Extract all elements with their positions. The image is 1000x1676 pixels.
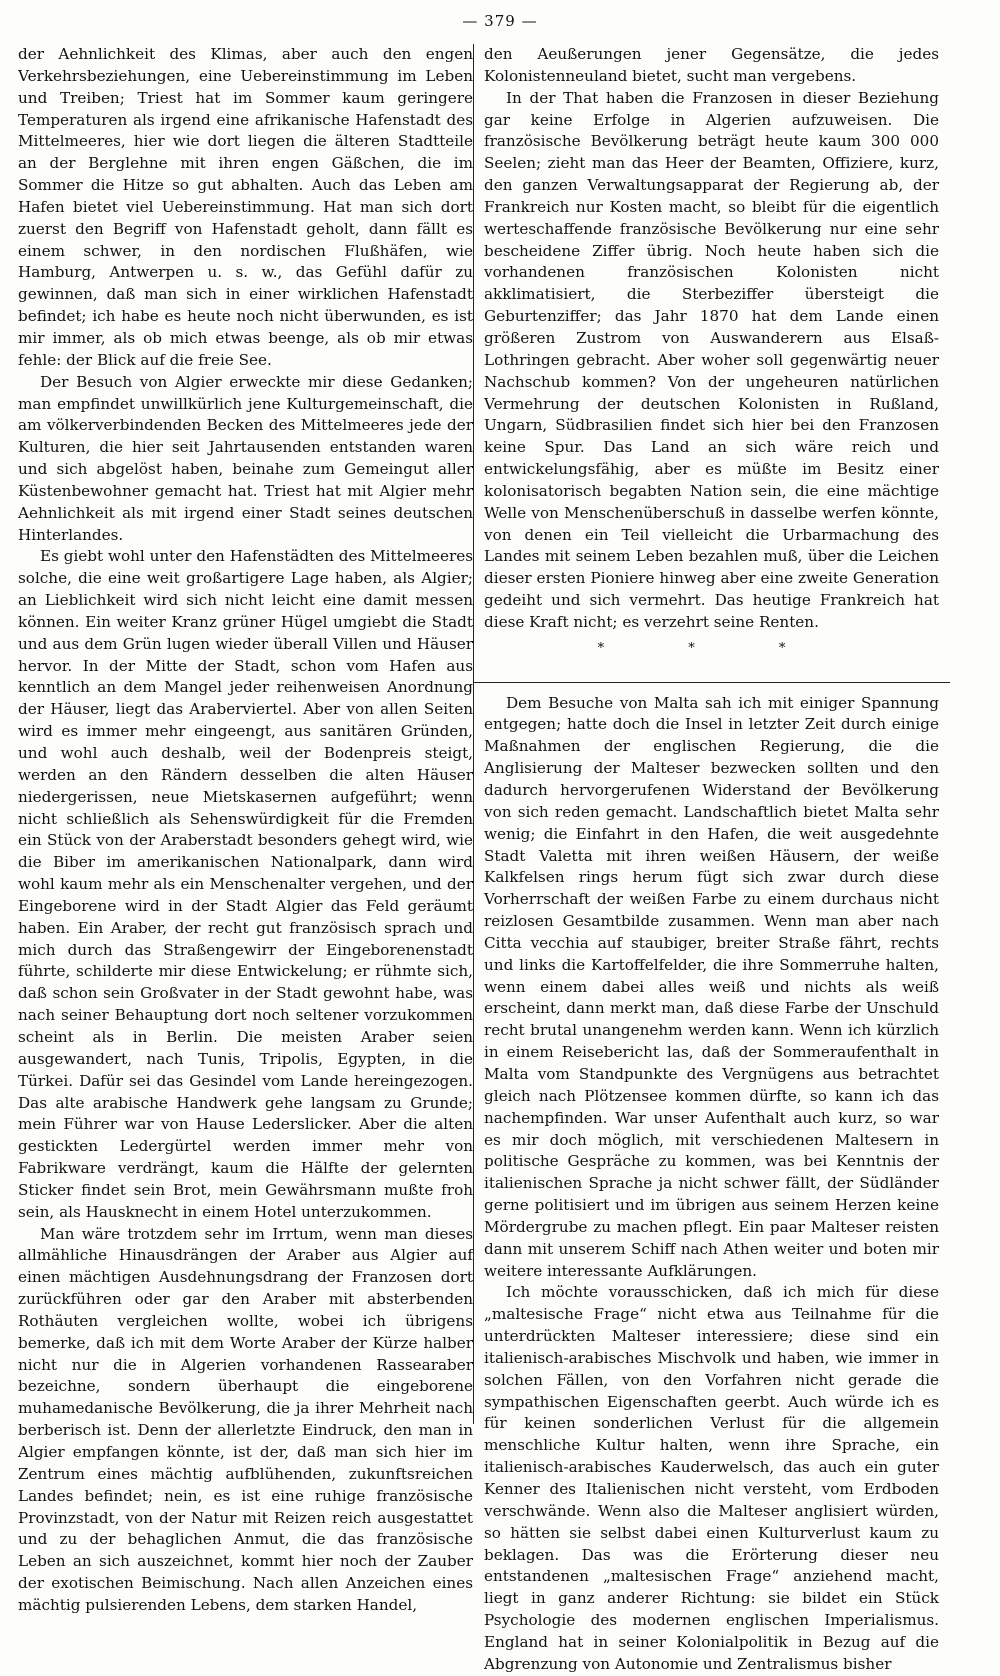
column-divider (473, 44, 474, 1424)
paragraph: Es giebt wohl unter den Hafenstädten des Mittelmeeres solche, die eine weit großartigere Lage haben, als Algier; an Lieblichkeit wird sich nicht leicht eine damit messen können. Ein weiter Kranz grüner Hügel umgiebt die Stadt und aus dem Grün lugen wieder überall Villen und Häuser hervor. In der Mitte der Stadt, schon vom Hafen aus kenntlich an dem Mangel jeder reihenweisen Anordnung der Häuser, liegt das Araberviertel. Aber von allen Seiten wird es immer mehr eingeengt, aus sanitären Gründen, und wohl auch deshalb, weil der Bodenpreis steigt, werden an den Rändern desselben die alten Häuser niedergerissen, neue Mietskasernen aufgeführt; wenn nicht schließlich als Sehenswürdigkeit für die Fremden ein Stück von der Araberstadt besonders gehegt wird, wie die Biber im amerikanischen Nationalpark, dann wird wohl kaum mehr als ein Menschenalter vergehen, und der Eingeborene wird in der Stadt Algier das Feld geräumt haben. Ein Araber, der recht gut französisch sprach und mich durch das Straßengewirr der Eingeborenenstadt führte, schilderte mir diese Entwickelung; er rühmte sich, daß schon sein Großvater in der Stadt gewohnt habe, was nach seiner Behauptung dort noch seltener vorzukommen scheint als in Berlin. Die meisten Araber seien ausgewandert, nach Tunis, Tripolis, Egypten, in die Türkei. Dafür sei das Gesindel vom Lande hereingezogen. Das alte arabische Handwerk gehe langsam zu Grunde; mein Führer war von Hause Lederslicker. Aber die alten gestickten Ledergürtel werden immer mehr von Fabrikware verdrängt, kaum die Hälfte der gelernten Sticker findet sein Brot, mein Gewährsmann mußte froh sein, als Hausknecht in einem Hotel unterzukommen. (18, 547, 473, 1221)
right-column (484, 44, 939, 1676)
paragraph: Der Besuch von Algier erweckte mir diese Gedanken; man empfindet unwillkürlich jene Kulturgemeinschaft, die am völkerverbindenden Becken des Mittelmeeres jede der Kulturen, die hier seit Jahrtausenden entstanden waren und sich abgelöst haben, beinahe zum Gemeingut aller Küstenbewohner gemacht hat. Triest hat mit Algier mehr Aehnlichkeit als mit irgend einer Stadt seines deutschen Hinterlandes. (18, 372, 473, 544)
paragraph: der Aehnlichkeit des Klimas, aber auch den engen Verkehrsbeziehungen, eine Uebereinstimmung im Leben und Treiben; Triest hat im Sommer kaum geringere Temperaturen als irgend eine afrikanische Hafenstadt des Mittelmeeres, hier wie dort liegen die älteren Stadtteile an der Berglehne mit ihren engen Gäßchen, die im Sommer die Hitze so gut abhalten. Auch das Leben am Hafen bietet viel Uebereinstimmung. Hat man sich dort zuerst den Begriff von Hafenstadt geholt, dann fällt es einem schwer, in den nordischen Flußhäfen, wie Hamburg, Antwerpen u. s. w., das Gefühl dafür zu gewinnen, daß man sich in einer wirklichen Hafenstadt befindet; ich habe es heute noch nicht überwunden, es ist mir immer, als ob mich etwas beenge, als ob mir etwas fehle: der Blick auf die freie See. (18, 45, 473, 369)
page-number: — 379 — (462, 12, 538, 30)
paragraph: In der That haben die Franzosen in dieser Beziehung gar keine Erfolge in Algerien aufzuweisen. Die französische Bevölkerung beträgt heute kaum 300 000 Seelen; zieht man das Heer der Beamten, Offiziere, kurz, den ganzen Verwaltungsapparat der Regierung ab, der Frankreich nur Kosten macht, so bleibt für die eigentlich werteschaffende französische Bevölkerung nur eine sehr bescheidene Ziffer übrig. Noch heute haben sich die vorhandenen französischen Kolonisten nicht akklimatisiert, die Sterbeziffer übersteigt die Geburtenziffer; das Jahr 1870 hat dem Lande einen größeren Zustrom von Auswanderern aus Elsaß-Lothringen gebracht. Aber woher soll gegenwärtig neuer Nachschub kommen? Von der ungeheuren natürlichen Vermehrung der deutschen Kolonisten in Rußland, Ungarn, Südbrasilien findet sich hier bei den Franzosen keine Spur. Das Land an sich wäre reich und entwickelungsfähig, aber es müßte im Besitz einer kolonisatorisch begabten Nation sein, die eine mächtige Welle von Menschenüberschuß in dasselbe werfen könnte, von denen ein Teil vielleicht die Urbarmachung des Landes mit seinem Leben bezahlen muß, über die Leichen dieser ersten Pioniere hinweg aber eine zweite Generation gedeiht und sich vermehrt. Das heutige Frankreich hat diese Kraft nicht; es verzehrt seine Renten. (484, 88, 939, 631)
left-column (18, 44, 473, 1617)
paragraph: den Aeußerungen jener Gegensätze, die jedes Kolonistenneuland bietet, sucht man vergebens. (484, 45, 939, 85)
paragraph: Man wäre trotzdem sehr im Irrtum, wenn man dieses allmähliche Hinausdrängen der Araber aus Algier auf einen mächtigen Ausdehnungsdrang der Franzosen dort zurückführen oder gar den Araber mit absterbenden Rothäuten vergleichen wollte, wobei ich übrigens bemerke, daß ich mit dem Worte Araber der Kürze halber nicht nur die in Algerien vorhandenen Rassearaber bezeichne, sondern überhaupt die eingeborene muhamedanische Bevölkerung, die ja ihrer Mehrheit nach berberisch ist. Denn der allerletzte Eindruck, den man in Algier empfangen könnte, ist der, daß man sich hier im Zentrum eines mächtig aufblühenden, zukunftsreichen Landes befindet; nein, es ist eine ruhige französische Provinzstadt, von der Natur mit Reizen reich ausgestattet und zu der behaglichen Anmut, die das französische Leben an sich auszeichnet, kommt hier noch der Zauber der exotischen Beimischung. Nach allen Anzeichen eines mächtig pulsierenden Lebens, dem starken Handel, (18, 1224, 473, 1614)
paragraph: Dem Besuche von Malta sah ich mit einiger Spannung entgegen; hatte doch die Insel in letzter Zeit durch einige Maßnahmen der englischen Regierung, die die Anglisierung der Malteser bezwecken sollten und den dadurch hervorgerufenen Widerstand der Bevölkerung von sich reden gemacht. Landschaftlich bietet Malta sehr wenig; die Einfahrt in den Hafen, die weit ausgedehnte Stadt Valetta mit ihren weißen Häusern, der weiße Kalkfelsen rings herum fügt sich zwar durch diese Vorherrschaft der weißen Farbe zu einem durchaus nicht reizlosen Gesamtbilde zusammen. Wenn man aber nach Citta vecchia auf staubiger, breiter Straße fährt, rechts und links die Kartoffelfelder, die ihre Sommerruhe halten, wenn einem dabei alles weiß und nichts als weiß erscheint, dann merkt man, daß diese Farbe der Unschuld recht brutal unangenehm werden kann. Wenn ich kürzlich in einem Reisebericht las, daß der Sommeraufenthalt in Malta vom Standpunkte des Vergnügens aus betrachtet gleich nach Plötzensee kommen dürfte, so kann ich das nachempfinden. War unser Aufenthalt auch kurz, so war es mir doch möglich, mit verschiedenen Maltesern in politische Gespräche zu kommen, was bei Kenntnis der italienischen Sprache ja nicht schwer fällt, der Südländer gerne politisiert und im übrigen aus seinem Herzen keine Mördergrube zu machen pflegt. Ein paar Malteser reisten dann mit unserem Schiff nach Athen weiter und boten mir weitere interessante Aufklärungen. (484, 693, 939, 1280)
section-rule (473, 682, 950, 683)
section-separator: * * * (597, 640, 826, 656)
paragraph: Ich möchte vorausschicken, daß ich mich für diese „maltesische Frage“ nicht etwa aus Teilnahme für die unterdrückten Malteser interessiere; diese sind ein italienisch-arabisches Mischvolk und haben, wie immer in solchen Fällen, von den Vorfahren nicht gerade die sympathischen Eigenschaften geerbt. Auch würde ich es für keinen sonderlichen Verlust für die allgemein menschliche Kultur halten, wenn ihre Sprache, ein italienisch-arabisches Kauderwelsch, das auch ein guter Kenner des Italienischen nicht versteht, vom Erdboden verschwände. Wenn also die Malteser anglisiert würden, so hätten sie selbst dabei einen Kulturverlust kaum zu beklagen. Das was die Erörterung dieser neu entstandenen „maltesischen Frage“ anziehend macht, liegt in ganz anderer Richtung: sie bildet ein Stück Psychologie des modernen englischen Imperialismus. England hat in seiner Kolonialpolitik in Bezug auf die Abgrenzung von Autonomie und Zentralismus bisher (484, 1283, 939, 1673)
